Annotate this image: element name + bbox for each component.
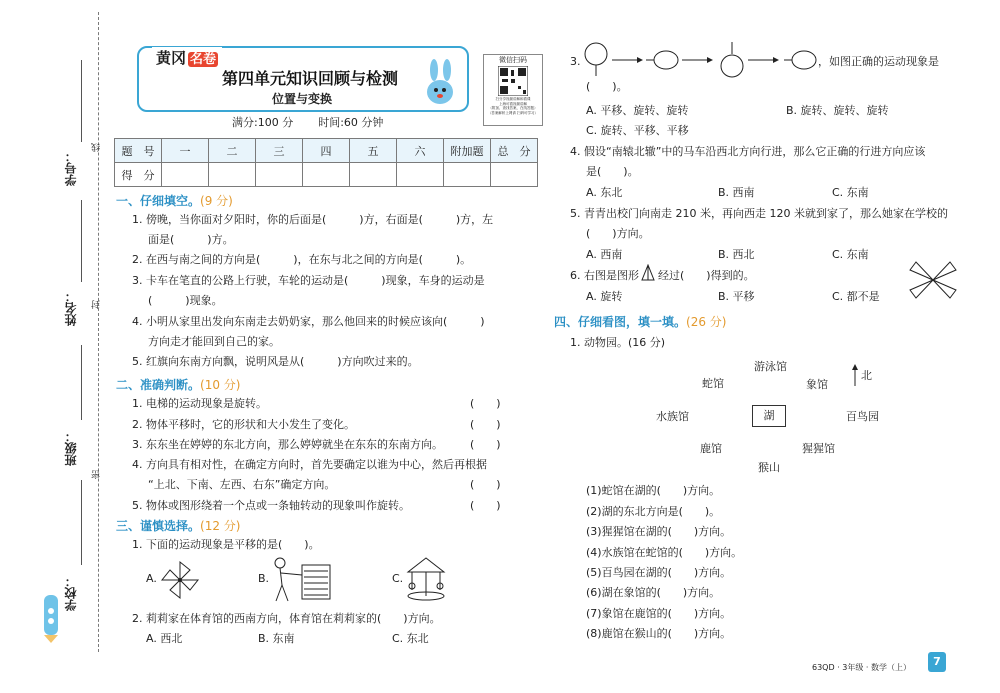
map-place-monkey-hill: 猴山 [758,461,780,474]
score-table-score-row [115,163,538,187]
score-table [114,138,538,187]
map-place-bird-park: 百鸟园 [846,410,879,423]
question-line: ( )现象。 [148,294,223,307]
option-label[interactable]: B. [258,572,270,585]
score-input-cell[interactable] [303,163,350,187]
qr-code-icon[interactable] [498,66,528,96]
tree-upside-icon [721,42,743,77]
question-line: 2. 物体平移时，它的形状和大小发生了变化。 [132,418,355,431]
score-table-header-row [115,139,538,163]
tree-moved-icon [784,51,816,69]
question-line: 是( )。 [586,165,639,178]
map-place-orangutan: 猩猩馆 [802,442,835,455]
section-3-title [116,517,240,534]
answer-bracket[interactable]: ( ) [470,438,501,451]
option-label[interactable]: B. 东南 [258,632,295,645]
question-line: 1. 动物园。(16 分) [570,336,666,349]
question-line: 3. 卡车在笔直的公路上行驶，车轮的运动是( )现象，车身的运动是 [132,274,485,287]
option-label[interactable]: A. 西北 [146,632,183,645]
page-subtitle: 位置与变换 [272,92,333,106]
answer-bracket[interactable]: ( ) [470,499,501,512]
cut-mark-secret: 密 [92,470,102,479]
question-line: 5. 红旗向东南方向飘，说明风是从( )方向吹过来的。 [132,355,419,368]
question-number: 3. [570,55,581,68]
name-label: 姓名： [64,290,78,326]
score-input-cell[interactable] [209,163,256,187]
tree-rotated-icon [646,51,678,69]
score-input-cell[interactable] [491,163,538,187]
table-cell: 附加题 [444,139,491,163]
exam-time: 时间:60 分钟 [318,116,384,129]
section-4-title [554,313,726,330]
option-label[interactable]: A. 西南 [586,248,623,261]
table-cell: 五 [350,139,397,163]
qr-caption: 微信扫码 [499,56,527,64]
map-place-aquarium: 水族馆 [656,410,689,423]
question-line: (2)湖的东北方向是( )。 [586,505,721,518]
table-cell: 一 [162,139,209,163]
section-2-title [116,376,240,393]
north-arrow-icon [850,364,860,388]
question-line: 1. 下面的运动现象是平移的是( )。 [132,538,320,551]
question-line: (4)水族馆在蛇馆的( )方向。 [586,546,743,559]
binding-margin [0,0,100,693]
map-place-deer: 鹿馆 [700,442,722,455]
map-place-snake: 蛇馆 [702,377,724,390]
brand-logo [152,47,222,68]
map-place-swimming: 游泳馆 [754,360,787,373]
question-line: (1)蛇馆在湖的( )方向。 [586,484,721,497]
question-line: 5. 青青出校门向南走 210 米，再向西走 120 米就到家了，那么她家在学校的 [570,207,948,220]
question-line: ，如图正确的运动现象是 [818,55,939,68]
pencil-mascot-icon [36,585,66,645]
question-line: 5. 物体或图形绕着一个点或一条轴转动的现象叫作旋转。 [132,499,410,512]
class-line [81,345,82,420]
option-label[interactable]: B. 旋转、旋转、旋转 [786,104,889,117]
table-cell: 得 分 [115,163,162,187]
score-input-cell[interactable] [350,163,397,187]
full-score: 满分:100 分 [232,116,294,129]
answer-bracket[interactable]: ( ) [470,478,501,491]
answer-bracket[interactable]: ( ) [470,397,501,410]
brand-text: 黄冈 [156,49,187,67]
section-1-title [116,192,233,209]
section-points: (26 分) [686,315,727,329]
question-line: 面是( )方。 [148,233,234,246]
question-line: 2. 莉莉家在体育馆的西南方向，体育馆在莉莉家的( )方向。 [132,612,441,625]
section-points: (12 分) [200,519,241,533]
option-label[interactable]: C. [392,572,404,585]
section-title-text: 三、谨慎选择。 [116,519,201,533]
score-input-cell[interactable] [397,163,444,187]
qr-line: 扫分享视频讲解和看课 [495,97,531,101]
brand-text-2: 名卷 [190,52,217,67]
question-line: ( )。 [586,80,628,93]
option-label[interactable]: A. [146,572,157,585]
qr-line: （附加、查找答案，在线答题） [488,106,538,110]
question-line: 1. 电梯的运动现象是旋转。 [132,397,267,410]
section-title-text: 一、仔细填空。 [116,194,201,208]
score-input-cell[interactable] [444,163,491,187]
section-points: (9 分) [200,194,233,208]
question-line: 2. 在西与南之间的方向是( )，在东与北之间的方向是( )。 [132,253,472,266]
question-line: 方向走才能回到自己的家。 [148,335,280,348]
option-label[interactable]: C. 都不是 [832,290,880,303]
option-label[interactable]: B. 西北 [718,248,755,261]
north-label: 北 [861,369,872,382]
carousel-icon [404,556,448,602]
question-line: 4. 小明从家里出发向东南走去奶奶家，那么他回来的时候应该向( ) [132,315,485,328]
cut-mark-seal: 封 [92,300,102,309]
score-input-cell[interactable] [162,163,209,187]
option-label[interactable]: C. 东南 [832,248,869,261]
question-line: 经过( )得到的。 [658,269,755,282]
option-label[interactable]: B. 平移 [718,290,755,303]
rotated-triangles-figure-icon [908,258,958,302]
student-id-label: 学号： [64,150,78,186]
map-center-lake: 湖 [752,405,786,427]
cut-mark-line: 线 [92,143,102,152]
table-cell: 总 分 [491,139,538,163]
map-place-elephant: 象馆 [806,378,828,391]
windmill-icon [160,560,200,600]
table-cell: 三 [256,139,303,163]
table-cell: 二 [209,139,256,163]
answer-bracket[interactable]: ( ) [470,418,501,431]
page-title: 第四单元知识回顾与检测 [222,69,399,88]
section-title-text: 二、准确判断。 [116,378,201,392]
triangle-icon [640,264,656,282]
table-cell: 题 号 [115,139,162,163]
question-line: 1. 傍晚，当你面对夕阳时，你的后面是( )方，右面是( )方，左 [132,213,494,226]
exam-meta [232,114,383,130]
qr-line: 上海可看视频讲解 [499,101,527,106]
option-label[interactable]: A. 东北 [586,186,623,199]
question-line: 6. 右图是图形 [570,269,639,282]
option-label[interactable]: A. 旋转 [586,290,623,303]
section-title-text: 四、仔细看图，填一填。 [554,315,687,329]
question-line: 4. 方向具有相对性，在确定方向时，首先要确定以谁为中心，然后再根据 [132,458,487,471]
cut-line [98,12,99,652]
student-id-line [81,60,82,142]
option-label[interactable]: C. 旋转、平移、平移 [586,124,689,137]
table-cell: 四 [303,139,350,163]
question-line: “上北、下南、左西、右东”确定方向。 [148,478,336,491]
question-line: (5)百鸟园在湖的( )方向。 [586,566,732,579]
rabbit-mascot-icon [416,58,462,108]
question-line: (8)鹿馆在猴山的( )方向。 [586,627,732,640]
class-label: 班级： [64,430,78,466]
question-line: (3)猩猩馆在湖的( )方向。 [586,525,732,538]
school-label: 学校： [64,575,78,611]
tree-transform-sequence [582,40,822,80]
person-pushing-box-icon [268,555,334,603]
option-label[interactable]: C. 东北 [392,632,429,645]
option-label[interactable]: B. 西南 [718,186,755,199]
question-line: (7)象馆在鹿馆的( )方向。 [586,607,732,620]
qr-line: （答案解析上网请 扫码可学习） [487,110,539,115]
section-points: (10 分) [200,378,241,392]
question-line: 3. 东东坐在婷婷的东北方向，那么婷婷就坐在东东的东南方向。 [132,438,443,451]
question-line: 4. 假设“南辕北辙”中的马车沿西北方向行进，那么它正确的行进方向应该 [570,145,926,158]
footer-code: 63QD · 3年级 · 数学（上） [812,663,911,672]
qr-code-block[interactable] [483,54,543,126]
question-line: (6)湖在象馆的( )方向。 [586,586,721,599]
score-input-cell[interactable] [256,163,303,187]
option-label[interactable]: C. 东南 [832,186,869,199]
tree-icon [585,43,607,76]
school-line [81,480,82,565]
name-line [81,200,82,282]
table-cell: 六 [397,139,444,163]
question-line: ( )方向。 [586,227,650,240]
page-number: 7 [928,652,946,672]
option-label[interactable]: A. 平移、旋转、旋转 [586,104,689,117]
